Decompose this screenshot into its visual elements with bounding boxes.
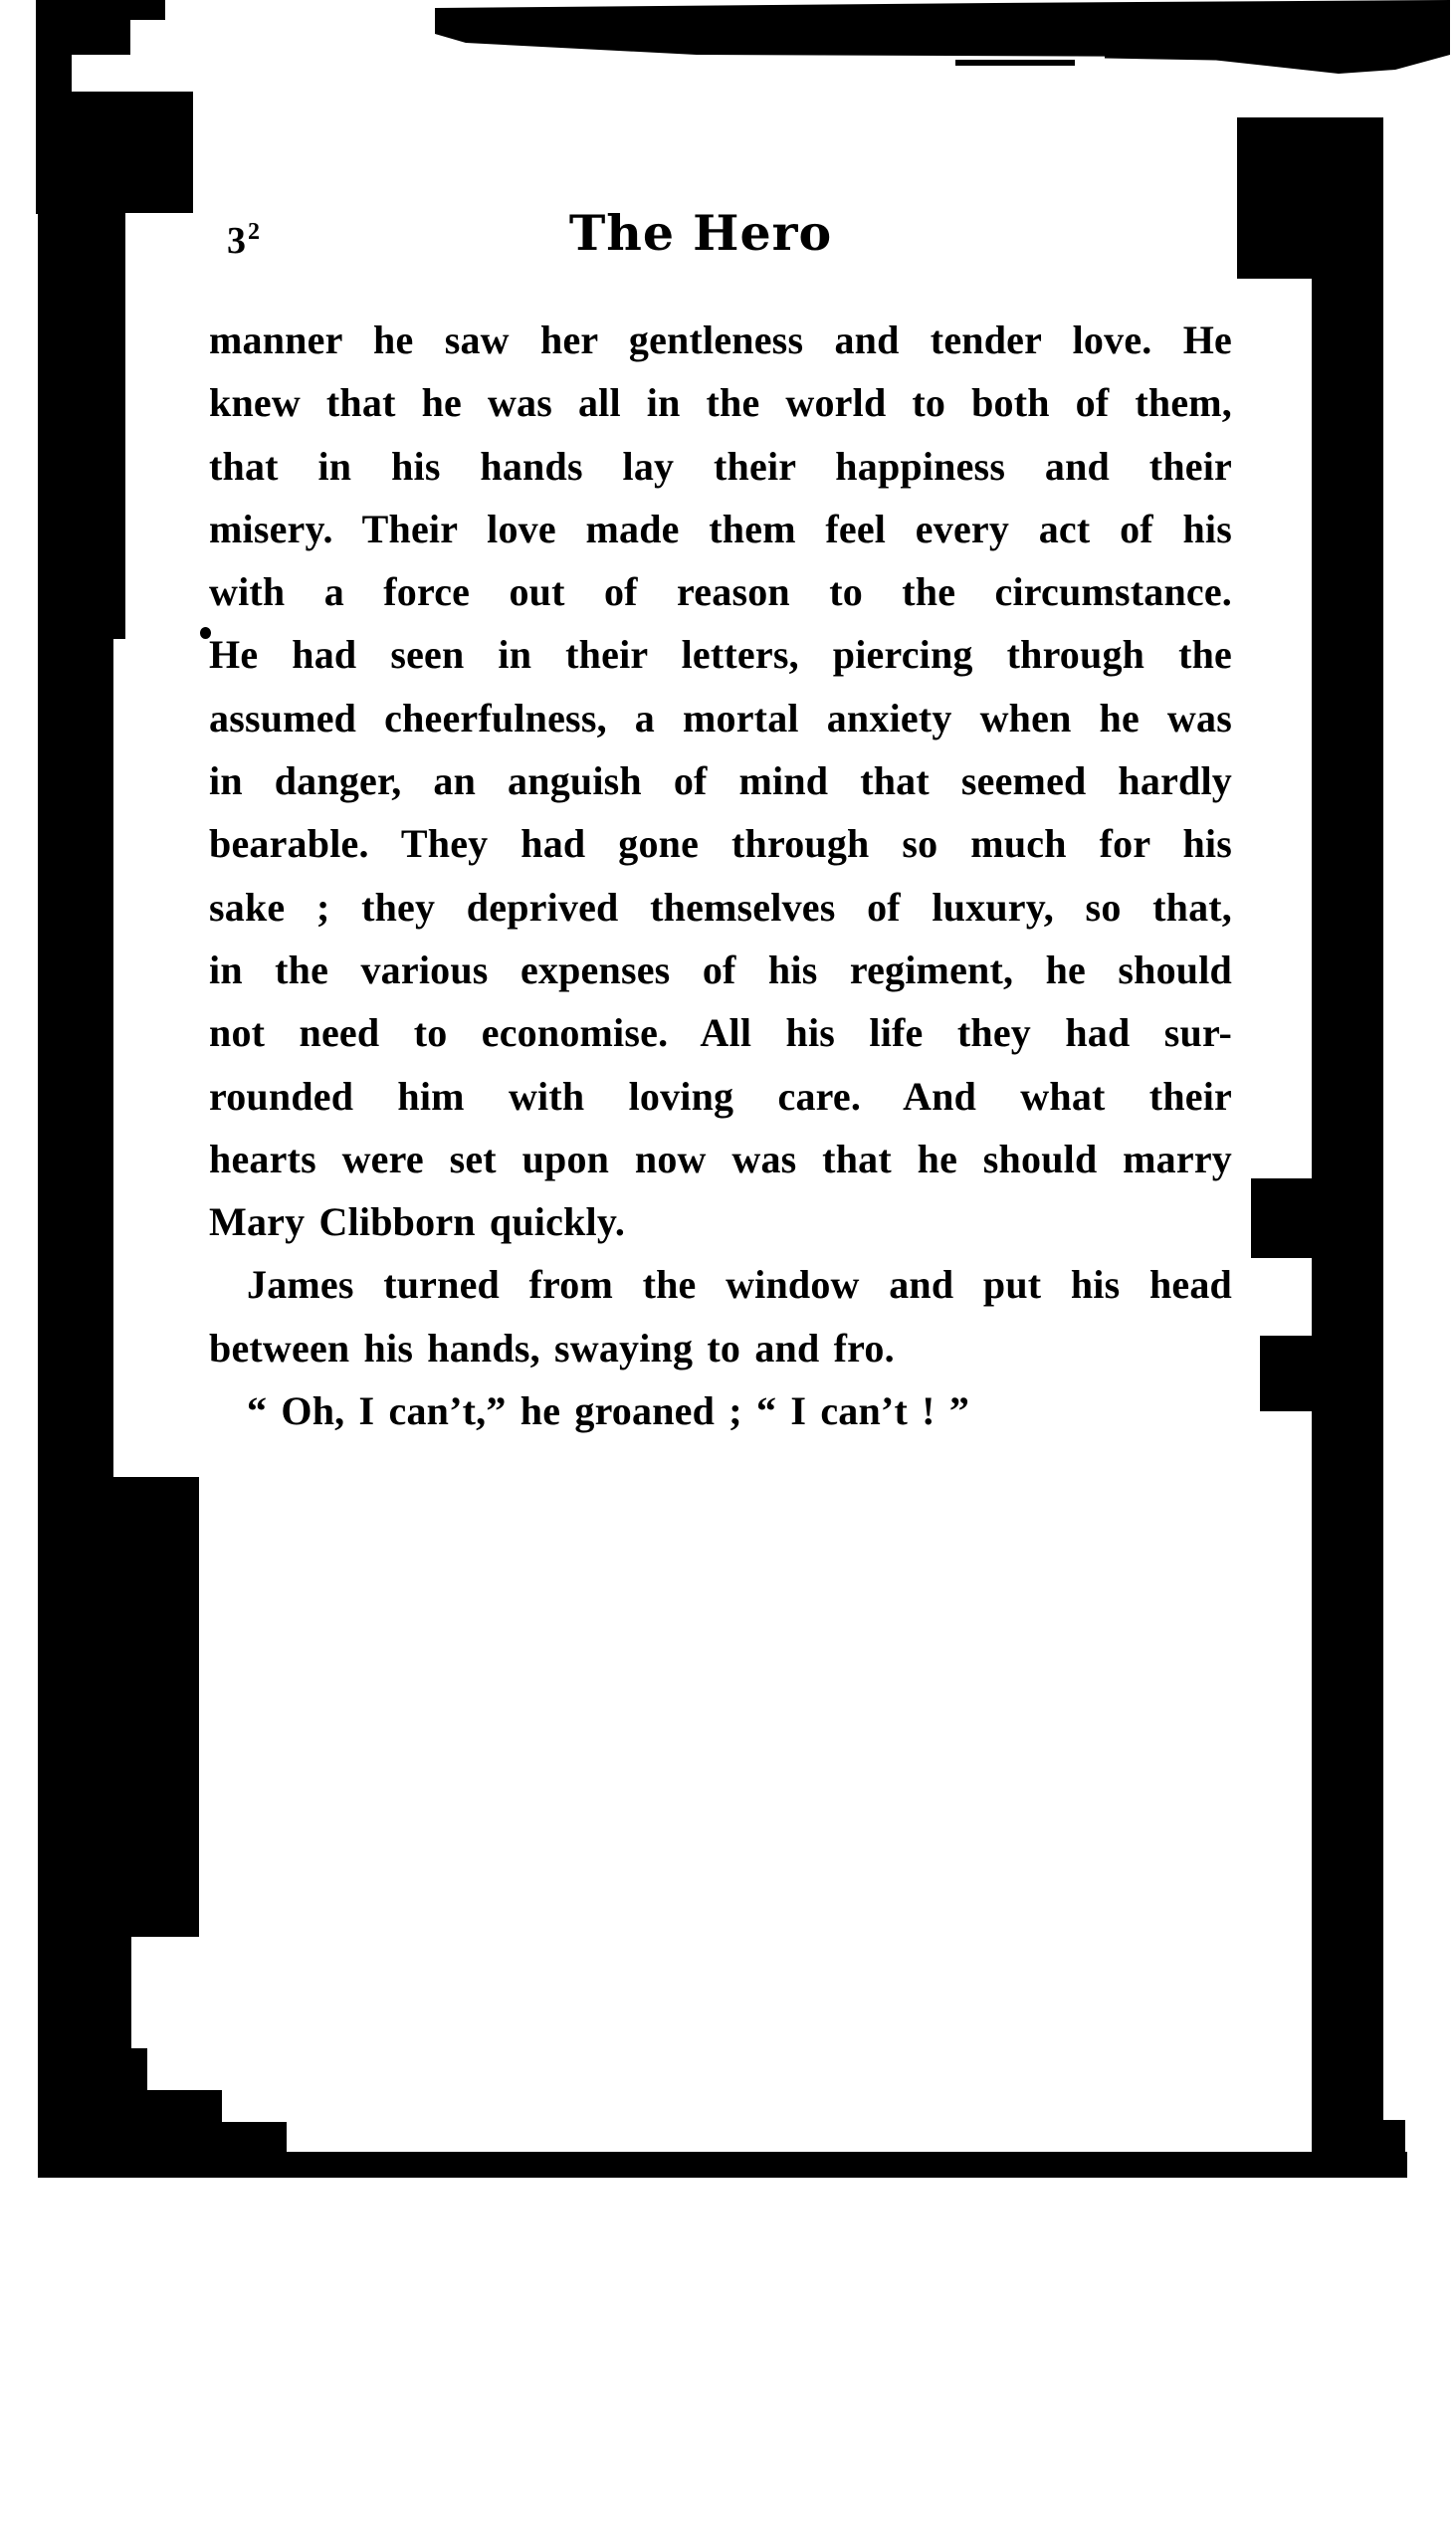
body-text	[209, 309, 1232, 1442]
scan-artifact-right-lower-bump	[1260, 1336, 1383, 1411]
text-line: assumed cheerfulness, a mortal anxiety when he was	[209, 695, 1232, 740]
text-line: not need to economise. All his life they had sur-	[209, 1010, 1232, 1056]
scan-artifact-left-bottom-wedge	[38, 2122, 287, 2155]
page-number-superscript: 2	[248, 219, 261, 245]
text-line: rounded him with loving care. And what their	[209, 1073, 1232, 1119]
text-line: knew that he was all in the world to both of them,	[209, 380, 1232, 426]
scan-artifact-left-strip-upper	[38, 213, 125, 639]
text-line: that in his hands lay their happiness and their	[209, 443, 1232, 489]
scan-artifact-top-streak	[697, 44, 826, 51]
text-line: sake ; they deprived themselves of luxury, so that,	[209, 884, 1232, 930]
text-line: hearts were set upon now was that he should marry	[209, 1136, 1232, 1181]
scan-artifact-top-streak	[1105, 51, 1274, 62]
scan-artifact-left-top-block	[38, 92, 193, 213]
text-line: He had seen in their letters, piercing through the	[209, 632, 1232, 678]
page-number-main: 3	[227, 220, 247, 262]
scan-artifact-left-lower-block	[38, 1477, 199, 1937]
text-line: bearable. They had gone through so much for his	[209, 821, 1232, 867]
text-line: misery. Their love made them feel every act of his	[209, 506, 1232, 551]
scan-artifact-right-strip-lower	[1312, 1411, 1383, 2120]
scan-artifact-left-strip-lower	[38, 1937, 131, 2048]
scan-artifact-bottom-band	[38, 2152, 1407, 2178]
text-line: between his hands, swaying to and fro.	[209, 1325, 895, 1370]
scan-artifact-right-strip-upper	[1312, 117, 1383, 1178]
scan-artifact-right-mid-bump	[1251, 1178, 1383, 1258]
scan-artifact-left-strip-mid	[38, 639, 113, 1477]
text-line: James turned from the window and put his head	[247, 1262, 1232, 1308]
text-line: in the various expenses of his regiment, he should	[209, 947, 1232, 992]
text-line: “ Oh, I can’t,” he groaned ; “ I can’t ! ”	[247, 1388, 970, 1434]
text-line: Mary Clibborn quickly.	[209, 1199, 626, 1245]
text-line: with a force out of reason to the circumstance.	[209, 569, 1232, 615]
text-line: manner he saw her gentleness and tender love. He	[209, 317, 1232, 362]
text-line: in danger, an anguish of mind that seemed hardly	[209, 758, 1232, 804]
scan-artifact-right-strip-mid	[1312, 1258, 1383, 1336]
scan-artifact-top-streak	[955, 60, 1075, 66]
running-title: The Hero	[568, 204, 833, 262]
